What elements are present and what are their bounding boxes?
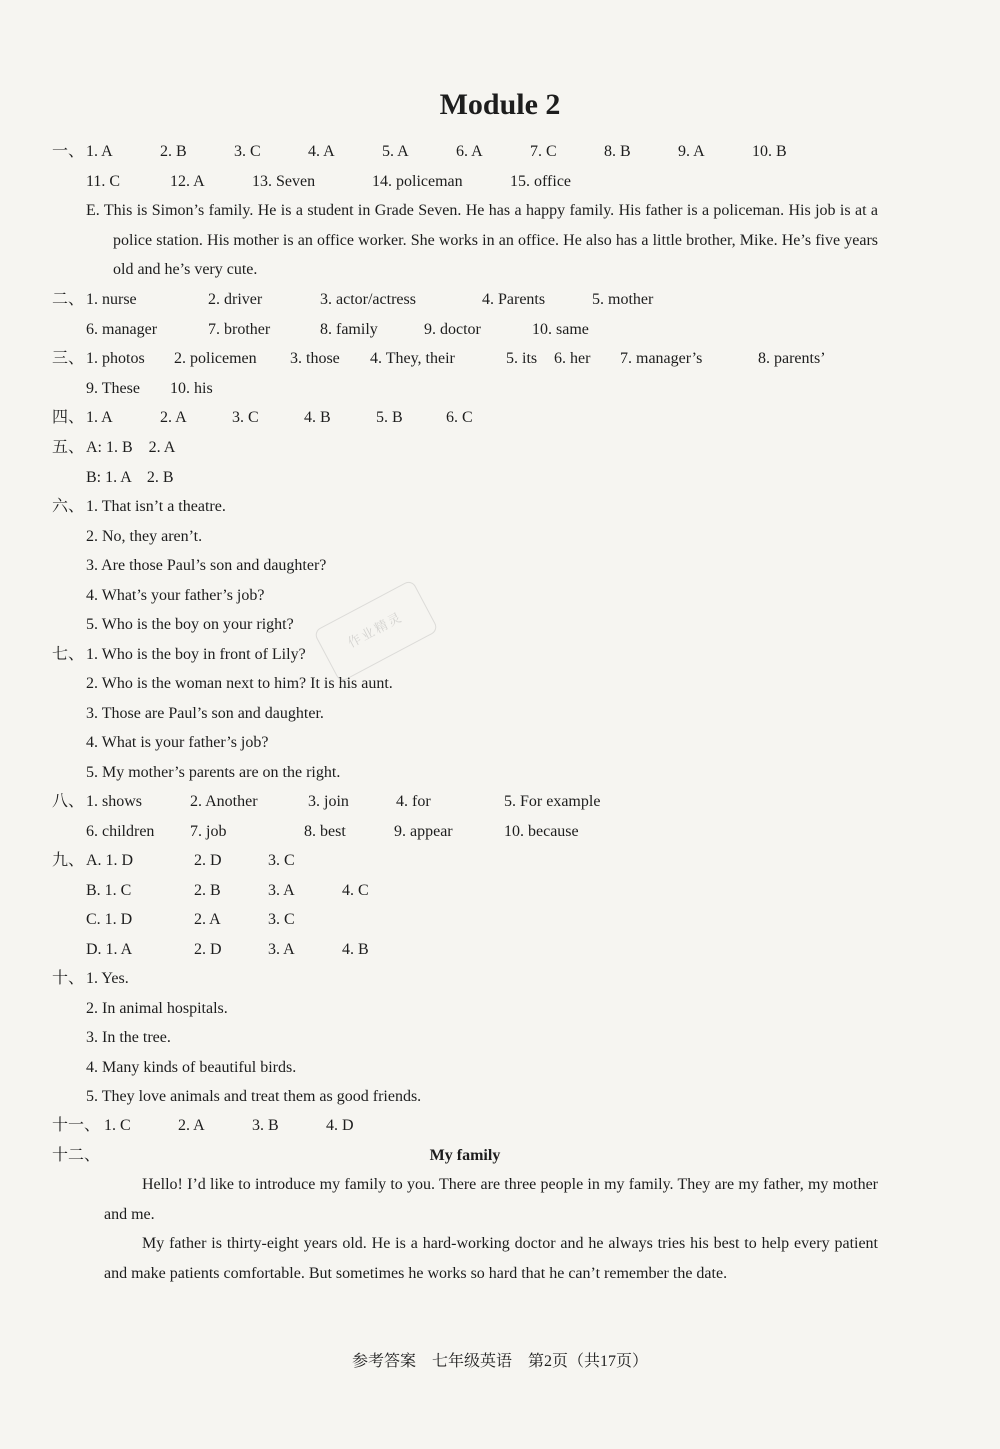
section-4-row-1 bbox=[86, 408, 506, 428]
answer-item: 7. brother bbox=[208, 321, 271, 338]
answer-item: 4. C bbox=[342, 882, 369, 899]
answer-item: 4. B bbox=[304, 409, 331, 426]
answer-item: 2. A bbox=[160, 409, 187, 426]
section-8-row-1 bbox=[86, 792, 786, 812]
page-title: Module 2 bbox=[439, 88, 561, 121]
answer-item: 1. shows bbox=[86, 793, 143, 810]
section-2-row-1 bbox=[86, 290, 786, 310]
answer-item: 14. policeman bbox=[372, 173, 463, 190]
section-2-row-2 bbox=[86, 320, 786, 340]
section-11-row-1 bbox=[104, 1116, 404, 1136]
answer-item: 4. They, their bbox=[370, 350, 455, 367]
answer-item: 3. A bbox=[268, 941, 295, 958]
answer-item: 3. C bbox=[268, 911, 295, 928]
answer-item: 9. These bbox=[86, 380, 140, 397]
section-1-e-paragraph bbox=[86, 196, 878, 285]
answer-item: 2. Another bbox=[190, 793, 258, 810]
answer-item: 3. C bbox=[234, 143, 261, 160]
answer-item: 2. A bbox=[178, 1117, 205, 1134]
answer-item: 1. nurse bbox=[86, 291, 137, 308]
answer-item: 6. manager bbox=[86, 321, 158, 338]
page-footer: 参考答案 七年级英语 第2页（共17页） bbox=[351, 1353, 648, 1370]
answer-item: 10. his bbox=[170, 380, 213, 397]
section-8-label: 八、 bbox=[52, 793, 85, 810]
answer-item: 5. its bbox=[506, 350, 538, 367]
section-5-part-b: B: 1. A 2. B bbox=[86, 469, 174, 486]
section-5-part-a: A: 1. B 2. A bbox=[86, 439, 176, 456]
answer-item: 3. those bbox=[290, 350, 340, 367]
answer-item: 10. B bbox=[752, 143, 787, 160]
answer-item: 7. C bbox=[530, 143, 557, 160]
sentence-item: 3. Are those Paul’s son and daughter? bbox=[86, 557, 327, 574]
section-3-label: 三、 bbox=[52, 350, 85, 367]
section-9-part-b bbox=[86, 881, 486, 901]
section-9-label: 九、 bbox=[52, 852, 85, 869]
sentence-item: 2. Who is the woman next to him? It is his aunt. bbox=[86, 675, 393, 692]
answer-item: 7. job bbox=[190, 823, 227, 840]
sentence-item: 3. Those are Paul’s son and daughter. bbox=[86, 705, 324, 722]
sentence-item: 5. My mother’s parents are on the right. bbox=[86, 764, 341, 781]
answer-item: 5. A bbox=[382, 143, 409, 160]
answer-item: 8. best bbox=[304, 823, 346, 840]
answer-item: 6. children bbox=[86, 823, 155, 840]
sentence-item: 4. What’s your father’s job? bbox=[86, 587, 265, 604]
answer-item: 2. B bbox=[194, 882, 221, 899]
sentence-item: 4. Many kinds of beautiful birds. bbox=[86, 1059, 297, 1076]
answer-item: 2. D bbox=[194, 941, 222, 958]
answer-item: 3. C bbox=[232, 409, 259, 426]
answer-item: B. 1. C bbox=[86, 882, 132, 899]
answer-item: 4. B bbox=[342, 941, 369, 958]
answer-item: 2. B bbox=[160, 143, 187, 160]
answer-item: 4. A bbox=[308, 143, 335, 160]
watermark-text: 作业精灵 bbox=[345, 608, 406, 651]
sentence-item: 5. Who is the boy on your right? bbox=[86, 616, 294, 633]
answer-item: 1. A bbox=[86, 409, 113, 426]
answer-item: 5. For example bbox=[504, 793, 601, 810]
section-1-label: 一、 bbox=[52, 143, 85, 160]
answer-item: C. 1. D bbox=[86, 911, 133, 928]
answer-item: 8. family bbox=[320, 321, 378, 338]
answer-item: 2. A bbox=[194, 911, 221, 928]
section-3-row-2 bbox=[86, 379, 386, 399]
answer-item: 4. D bbox=[326, 1117, 354, 1134]
answer-item: D. 1. A bbox=[86, 941, 133, 958]
section-10-label: 十、 bbox=[52, 970, 85, 987]
answer-item: 5. B bbox=[376, 409, 403, 426]
section-1-row-2 bbox=[86, 172, 866, 192]
answer-item: 2. D bbox=[194, 852, 222, 869]
answer-item: 13. Seven bbox=[252, 173, 316, 190]
answer-item: 8. parents’ bbox=[758, 350, 826, 367]
section-6-label: 六、 bbox=[52, 498, 85, 515]
answer-item: 10. same bbox=[532, 321, 589, 338]
answer-item: 2. policemen bbox=[174, 350, 257, 367]
watermark-stamp bbox=[313, 579, 439, 683]
sentence-item: 1. Yes. bbox=[86, 970, 129, 987]
section-12-label: 十二、 bbox=[52, 1147, 101, 1164]
answer-item: 15. office bbox=[510, 173, 572, 190]
section-9-part-d bbox=[86, 940, 486, 960]
answer-item: 3. B bbox=[252, 1117, 279, 1134]
answer-item: 3. join bbox=[308, 793, 349, 810]
sentence-item: 1. Who is the boy in front of Lily? bbox=[86, 646, 306, 663]
answer-item: 3. actor/actress bbox=[320, 291, 416, 308]
answer-item: 9. appear bbox=[394, 823, 453, 840]
section-8-row-2 bbox=[86, 822, 786, 842]
answer-item: 9. A bbox=[678, 143, 705, 160]
answer-item: 6. A bbox=[456, 143, 483, 160]
answer-item: 12. A bbox=[170, 173, 205, 190]
answer-item: 6. her bbox=[554, 350, 591, 367]
section-1-row-1 bbox=[86, 142, 866, 162]
sentence-item: 1. That isn’t a theatre. bbox=[86, 498, 226, 515]
section-9-part-a bbox=[86, 851, 486, 871]
sentence-item: 5. They love animals and treat them as good friends. bbox=[86, 1088, 422, 1105]
answer-item: 2. driver bbox=[208, 291, 263, 308]
answer-item: 11. C bbox=[86, 173, 121, 190]
answer-item: 4. for bbox=[396, 793, 431, 810]
sentence-item: 4. What is your father’s job? bbox=[86, 734, 269, 751]
section-2-label: 二、 bbox=[52, 291, 85, 308]
section-11-label: 十一、 bbox=[52, 1117, 101, 1134]
answer-item: 1. photos bbox=[86, 350, 145, 367]
paragraph-text: E. This is Simon’s family. He is a student in Grade Seven. He has a happy family. His father is a policeman. His job is at a police station. His mother is an office worker. She works in an office. He also has a little brother, Mike. He’s five years old and he’s very cute. bbox=[86, 202, 878, 279]
section-7-label: 七、 bbox=[52, 646, 85, 663]
sentence-item: 2. In animal hospitals. bbox=[86, 1000, 228, 1017]
answer-item: 8. B bbox=[604, 143, 631, 160]
section-9-part-c bbox=[86, 910, 486, 930]
section-4-label: 四、 bbox=[52, 409, 85, 426]
answer-item: 5. mother bbox=[592, 291, 654, 308]
answer-item: 6. C bbox=[446, 409, 473, 426]
sentence-item: 2. No, they aren’t. bbox=[86, 528, 203, 545]
answer-item: 3. C bbox=[268, 852, 295, 869]
answer-item: 3. A bbox=[268, 882, 295, 899]
answer-item: 1. C bbox=[104, 1117, 131, 1134]
essay-paragraph-2: My father is thirty-eight years old. He is a hard-working doctor and he always tries his best to help every patient and make patients comfortable. But sometimes he works so hard that he can’t remember the date. bbox=[104, 1235, 878, 1282]
section-5-label: 五、 bbox=[52, 439, 85, 456]
section-3-row-1 bbox=[86, 349, 876, 369]
answer-item: 4. Parents bbox=[482, 291, 546, 308]
essay-title: My family bbox=[429, 1147, 501, 1164]
answer-item: 1. A bbox=[86, 143, 113, 160]
answer-item: A. 1. D bbox=[86, 852, 134, 869]
answer-item: 9. doctor bbox=[424, 321, 481, 338]
answer-item: 7. manager’s bbox=[620, 350, 703, 367]
sentence-item: 3. In the tree. bbox=[86, 1029, 171, 1046]
essay-paragraph-1: Hello! I’d like to introduce my family to you. There are three people in my family. They are my father, my mother and me. bbox=[104, 1176, 878, 1223]
answer-item: 10. because bbox=[504, 823, 579, 840]
